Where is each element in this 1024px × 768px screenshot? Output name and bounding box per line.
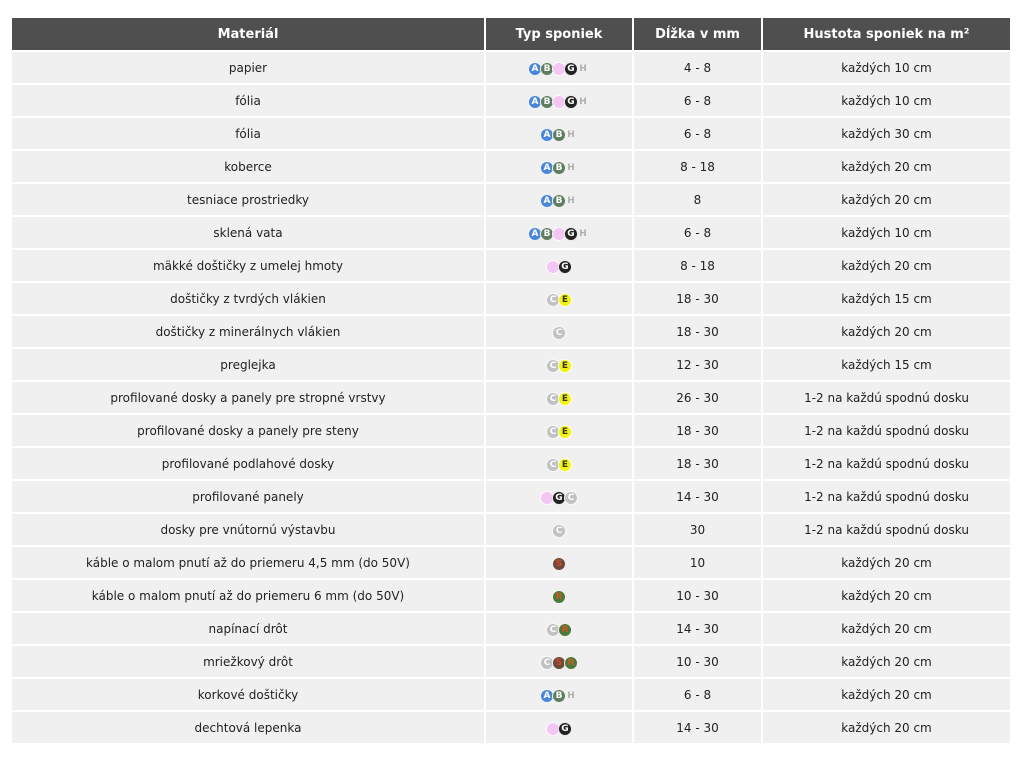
staple-type-r-icon: R <box>564 656 578 670</box>
header-length: Dĺžka v mm <box>634 18 763 50</box>
staple-type-badges <box>546 458 572 472</box>
staple-type-c-icon: C <box>546 425 560 439</box>
staple-type-h-icon: H <box>567 690 575 701</box>
table-row <box>12 611 1010 644</box>
staple-type-e-icon: E <box>558 359 572 373</box>
cell-length: 14 - 30 <box>634 611 763 644</box>
staple-type-badges <box>528 227 590 241</box>
table-row <box>12 413 1010 446</box>
staple-type-g-icon: G <box>564 62 578 76</box>
header-density: Hustota sponiek na m² <box>763 18 1010 50</box>
cell-material: doštičky z minerálnych vlákien <box>12 314 486 347</box>
cell-staple-types <box>486 380 634 413</box>
cell-staple-types <box>486 314 634 347</box>
cell-staple-types <box>486 710 634 743</box>
cell-length: 8 <box>634 182 763 215</box>
cell-staple-types <box>486 116 634 149</box>
staple-type-b-icon: B <box>540 62 554 76</box>
staple-type-h-icon: H <box>579 63 587 74</box>
table-row <box>12 116 1010 149</box>
cell-length: 18 - 30 <box>634 281 763 314</box>
staple-type-a-icon: A <box>540 689 554 703</box>
cell-density: každých 20 cm <box>763 545 1010 578</box>
cell-density: každých 20 cm <box>763 314 1010 347</box>
cell-density: každých 20 cm <box>763 149 1010 182</box>
table-row <box>12 50 1010 83</box>
table-body <box>12 50 1010 743</box>
cell-density: každých 15 cm <box>763 281 1010 314</box>
staple-type-c-icon: C <box>546 623 560 637</box>
cell-density: každých 20 cm <box>763 248 1010 281</box>
staple-type-c-icon: C <box>540 656 554 670</box>
staple-type-c-icon: C <box>552 524 566 538</box>
staple-type-h-icon: H <box>567 162 575 173</box>
cell-staple-types <box>486 347 634 380</box>
cell-density: každých 20 cm <box>763 578 1010 611</box>
table-row <box>12 710 1010 743</box>
staple-type-badges <box>528 95 590 109</box>
cell-staple-types <box>486 611 634 644</box>
staple-type-badges <box>552 557 566 571</box>
cell-staple-types <box>486 281 634 314</box>
cell-staple-types <box>486 578 634 611</box>
cell-length: 14 - 30 <box>634 479 763 512</box>
cell-material: koberce <box>12 149 486 182</box>
cell-material: káble o malom pnutí až do priemeru 4,5 mm (do 50V) <box>12 545 486 578</box>
table-row <box>12 347 1010 380</box>
staple-type-badges <box>540 689 578 703</box>
cell-length: 6 - 8 <box>634 677 763 710</box>
cell-length: 6 - 8 <box>634 116 763 149</box>
cell-staple-types <box>486 413 634 446</box>
staple-type-b-icon: B <box>552 128 566 142</box>
cell-density: každých 30 cm <box>763 116 1010 149</box>
cell-length: 14 - 30 <box>634 710 763 743</box>
table-row <box>12 380 1010 413</box>
header-row <box>12 18 1010 50</box>
cell-staple-types <box>486 677 634 710</box>
cell-material: napínací drôt <box>12 611 486 644</box>
cell-staple-types <box>486 149 634 182</box>
table-row <box>12 182 1010 215</box>
staple-type-s-icon: S <box>552 557 566 571</box>
staple-type-b-icon: B <box>552 161 566 175</box>
cell-staple-types <box>486 512 634 545</box>
cell-staple-types <box>486 479 634 512</box>
staple-type-badges <box>546 293 572 307</box>
cell-length: 26 - 30 <box>634 380 763 413</box>
table-row <box>12 281 1010 314</box>
staple-type-badges <box>546 623 572 637</box>
cell-density: každých 10 cm <box>763 215 1010 248</box>
table-row <box>12 677 1010 710</box>
cell-density: každých 20 cm <box>763 710 1010 743</box>
staple-type-badges <box>540 656 578 670</box>
cell-material: profilované panely <box>12 479 486 512</box>
staple-type-h-icon: H <box>567 129 575 140</box>
staple-type-d-icon: D <box>552 62 566 76</box>
cell-density: každých 10 cm <box>763 50 1010 83</box>
table-row <box>12 479 1010 512</box>
cell-material: fólia <box>12 83 486 116</box>
staple-type-d-icon: D <box>540 491 554 505</box>
cell-density: každých 20 cm <box>763 611 1010 644</box>
staple-type-badges <box>546 392 572 406</box>
cell-material: mriežkový drôt <box>12 644 486 677</box>
staple-type-badges <box>552 326 566 340</box>
cell-length: 6 - 8 <box>634 215 763 248</box>
staple-type-g-icon: G <box>564 95 578 109</box>
table-row <box>12 83 1010 116</box>
table-row <box>12 248 1010 281</box>
cell-staple-types <box>486 545 634 578</box>
staple-type-b-icon: B <box>540 95 554 109</box>
staple-type-h-icon: H <box>579 228 587 239</box>
staple-type-d-icon: D <box>546 260 560 274</box>
cell-density: 1-2 na každú spodnú dosku <box>763 446 1010 479</box>
table-row <box>12 446 1010 479</box>
cell-material: káble o malom pnutí až do priemeru 6 mm (do 50V) <box>12 578 486 611</box>
staple-type-badges <box>540 161 578 175</box>
cell-density: 1-2 na každú spodnú dosku <box>763 413 1010 446</box>
cell-material: profilované dosky a panely pre steny <box>12 413 486 446</box>
cell-density: každých 20 cm <box>763 677 1010 710</box>
staple-type-s-icon: S <box>552 656 566 670</box>
staple-type-h-icon: H <box>579 96 587 107</box>
cell-length: 10 - 30 <box>634 578 763 611</box>
cell-density: 1-2 na každú spodnú dosku <box>763 479 1010 512</box>
cell-length: 8 - 18 <box>634 149 763 182</box>
cell-density: 1-2 na každú spodnú dosku <box>763 380 1010 413</box>
cell-material: sklená vata <box>12 215 486 248</box>
table-row <box>12 512 1010 545</box>
table-row <box>12 215 1010 248</box>
staple-type-g-icon: G <box>558 260 572 274</box>
cell-material: mäkké doštičky z umelej hmoty <box>12 248 486 281</box>
cell-material: doštičky z tvrdých vlákien <box>12 281 486 314</box>
cell-material: profilované dosky a panely pre stropné vrstvy <box>12 380 486 413</box>
staple-type-h-icon: H <box>567 195 575 206</box>
staple-type-badges <box>552 524 566 538</box>
cell-density: 1-2 na každú spodnú dosku <box>763 512 1010 545</box>
cell-staple-types <box>486 215 634 248</box>
cell-material: dechtová lepenka <box>12 710 486 743</box>
staple-type-b-icon: B <box>540 227 554 241</box>
staple-type-g-icon: G <box>552 491 566 505</box>
cell-length: 4 - 8 <box>634 50 763 83</box>
cell-density: každých 10 cm <box>763 83 1010 116</box>
cell-length: 8 - 18 <box>634 248 763 281</box>
staple-type-c-icon: C <box>546 392 560 406</box>
header-material: Materiál <box>12 18 486 50</box>
staple-type-badges <box>528 62 590 76</box>
table-header <box>12 18 1010 50</box>
cell-staple-types <box>486 644 634 677</box>
table-row <box>12 149 1010 182</box>
cell-length: 10 - 30 <box>634 644 763 677</box>
cell-length: 10 <box>634 545 763 578</box>
cell-length: 30 <box>634 512 763 545</box>
cell-material: fólia <box>12 116 486 149</box>
cell-length: 12 - 30 <box>634 347 763 380</box>
staple-type-d-icon: D <box>552 95 566 109</box>
staple-type-a-icon: A <box>540 194 554 208</box>
staple-type-badges <box>546 425 572 439</box>
staple-type-e-icon: E <box>558 392 572 406</box>
staple-type-g-icon: G <box>558 722 572 736</box>
staple-type-a-icon: A <box>540 161 554 175</box>
table-row <box>12 644 1010 677</box>
staple-type-c-icon: C <box>552 326 566 340</box>
staple-type-c-icon: C <box>546 293 560 307</box>
cell-staple-types <box>486 182 634 215</box>
table-row <box>12 314 1010 347</box>
cell-material: tesniace prostriedky <box>12 182 486 215</box>
staple-type-c-icon: C <box>546 359 560 373</box>
staple-type-badges <box>546 359 572 373</box>
staple-type-a-icon: A <box>540 128 554 142</box>
staple-type-badges <box>540 128 578 142</box>
staple-type-r-icon: R <box>552 590 566 604</box>
staple-type-a-icon: A <box>528 95 542 109</box>
table-row <box>12 545 1010 578</box>
cell-material: profilované podlahové dosky <box>12 446 486 479</box>
staple-type-g-icon: G <box>564 227 578 241</box>
staple-type-d-icon: D <box>552 227 566 241</box>
staple-type-r-icon: R <box>558 623 572 637</box>
staple-type-a-icon: A <box>528 227 542 241</box>
cell-length: 18 - 30 <box>634 446 763 479</box>
staple-type-c-icon: C <box>546 458 560 472</box>
staple-type-a-icon: A <box>528 62 542 76</box>
cell-density: každých 20 cm <box>763 644 1010 677</box>
staple-type-b-icon: B <box>552 689 566 703</box>
cell-material: papier <box>12 50 486 83</box>
cell-length: 6 - 8 <box>634 83 763 116</box>
staple-type-e-icon: E <box>558 425 572 439</box>
table-row <box>12 578 1010 611</box>
staple-type-e-icon: E <box>558 293 572 307</box>
cell-density: každých 15 cm <box>763 347 1010 380</box>
staple-type-b-icon: B <box>552 194 566 208</box>
cell-staple-types <box>486 446 634 479</box>
cell-material: korkové doštičky <box>12 677 486 710</box>
staple-type-d-icon: D <box>546 722 560 736</box>
staple-type-badges <box>546 722 572 736</box>
cell-density: každých 20 cm <box>763 182 1010 215</box>
cell-staple-types <box>486 50 634 83</box>
staple-type-badges <box>540 194 578 208</box>
staple-table <box>12 18 1010 743</box>
staple-type-c-icon: C <box>564 491 578 505</box>
staple-table-container <box>12 18 1010 743</box>
cell-material: preglejka <box>12 347 486 380</box>
staple-type-e-icon: E <box>558 458 572 472</box>
staple-type-badges <box>540 491 578 505</box>
cell-length: 18 - 30 <box>634 413 763 446</box>
cell-material: dosky pre vnútornú výstavbu <box>12 512 486 545</box>
header-staple-type: Typ sponiek <box>486 18 634 50</box>
staple-type-badges <box>546 260 572 274</box>
cell-length: 18 - 30 <box>634 314 763 347</box>
cell-staple-types <box>486 248 634 281</box>
cell-staple-types <box>486 83 634 116</box>
staple-type-badges <box>552 590 566 604</box>
